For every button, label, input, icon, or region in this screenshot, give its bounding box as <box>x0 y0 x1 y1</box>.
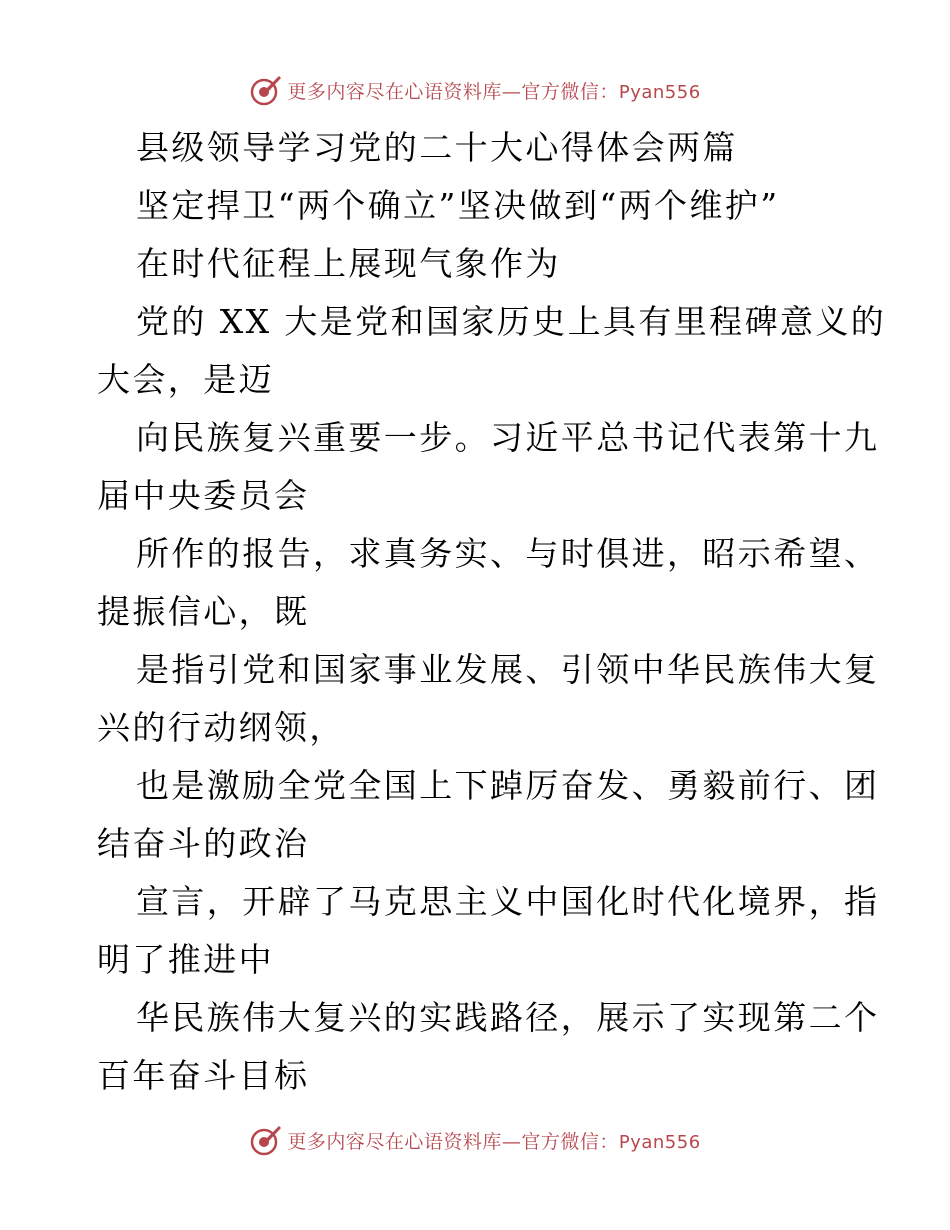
paragraph-line: 兴的行动纲领， <box>97 708 345 747</box>
footer-watermark <box>0 1120 950 1160</box>
paragraph-line: 届中央委员会 <box>97 476 310 515</box>
quill-pen-logo-icon <box>249 73 283 107</box>
paragraph-line: 华民族伟大复兴的实践路径，展示了实现第二个 <box>136 998 880 1037</box>
paragraph-line: 大会，是迈 <box>97 360 274 399</box>
paragraph-line: 百年奋斗目标 <box>97 1056 310 1095</box>
paragraph-line: 是指引党和国家事业发展、引领中华民族伟大复 <box>136 650 880 689</box>
document-heading: 在时代征程上展现气象作为 <box>136 244 561 283</box>
paragraph-line: 党的 XX 大是党和国家历史上具有里程碑意义的 <box>136 302 887 341</box>
watermark-wechat-id: Pyan556 <box>618 1131 701 1153</box>
watermark-wechat-id: Pyan556 <box>618 81 701 103</box>
paragraph-line: 结奋斗的政治 <box>97 824 310 863</box>
document-subtitle: 坚定捍卫“两个确立”坚决做到“两个维护” <box>136 186 780 225</box>
watermark-text: 更多内容尽在心语资料库—官方微信： <box>287 1130 619 1153</box>
watermark-text: 更多内容尽在心语资料库—官方微信： <box>287 80 619 103</box>
paragraph-line: 宣言，开辟了马克思主义中国化时代化境界，指 <box>136 882 880 921</box>
paragraph-line: 也是激励全党全国上下踔厉奋发、勇毅前行、团 <box>136 766 880 805</box>
quill-pen-logo-icon <box>249 1123 283 1157</box>
paragraph-line: 向民族复兴重要一步。习近平总书记代表第十九 <box>136 418 880 457</box>
paragraph-line: 所作的报告，求真务实、与时俱进，昭示希望、 <box>136 534 880 573</box>
paragraph-line: 提振信心，既 <box>97 592 310 631</box>
paragraph-line: 明了推进中 <box>97 940 274 979</box>
document-title: 县级领导学习党的二十大心得体会两篇 <box>136 128 738 167</box>
header-watermark <box>0 70 950 110</box>
